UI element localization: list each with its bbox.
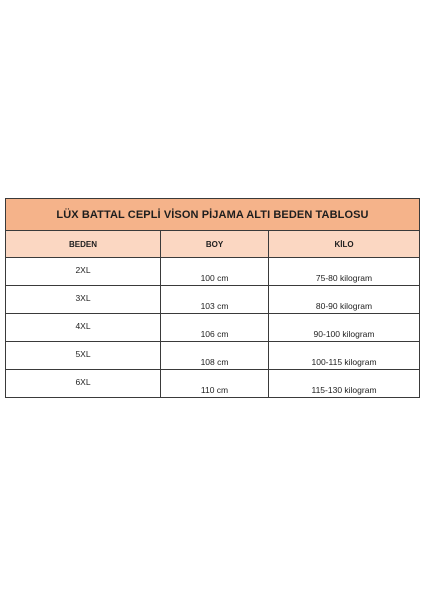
kilo-cell: 80-90 kilogram bbox=[269, 286, 420, 314]
kilo-cell: 75-80 kilogram bbox=[269, 258, 420, 286]
size-cell: 5XL bbox=[6, 342, 161, 370]
size-chart-table bbox=[5, 198, 420, 398]
boy-cell: 106 cm bbox=[161, 314, 269, 342]
table-row bbox=[6, 314, 420, 342]
table-row bbox=[6, 342, 420, 370]
table-header-row bbox=[6, 231, 420, 258]
table-title-row bbox=[6, 199, 420, 231]
boy-cell: 108 cm bbox=[161, 342, 269, 370]
kilo-cell: 100-115 kilogram bbox=[269, 342, 420, 370]
boy-cell: 110 cm bbox=[161, 370, 269, 398]
kilo-cell: 115-130 kilogram bbox=[269, 370, 420, 398]
table-row bbox=[6, 258, 420, 286]
header-boy: BOY bbox=[161, 231, 269, 258]
boy-cell: 103 cm bbox=[161, 286, 269, 314]
header-beden: BEDEN bbox=[6, 231, 161, 258]
header-kilo: KİLO bbox=[269, 231, 420, 258]
size-cell: 6XL bbox=[6, 370, 161, 398]
size-cell: 2XL bbox=[6, 258, 161, 286]
boy-cell: 100 cm bbox=[161, 258, 269, 286]
table-row bbox=[6, 286, 420, 314]
kilo-cell: 90-100 kilogram bbox=[269, 314, 420, 342]
table-row bbox=[6, 370, 420, 398]
table-title: LÜX BATTAL CEPLİ VİSON PİJAMA ALTI BEDEN TABLOSU bbox=[6, 199, 420, 231]
size-cell: 4XL bbox=[6, 314, 161, 342]
size-cell: 3XL bbox=[6, 286, 161, 314]
